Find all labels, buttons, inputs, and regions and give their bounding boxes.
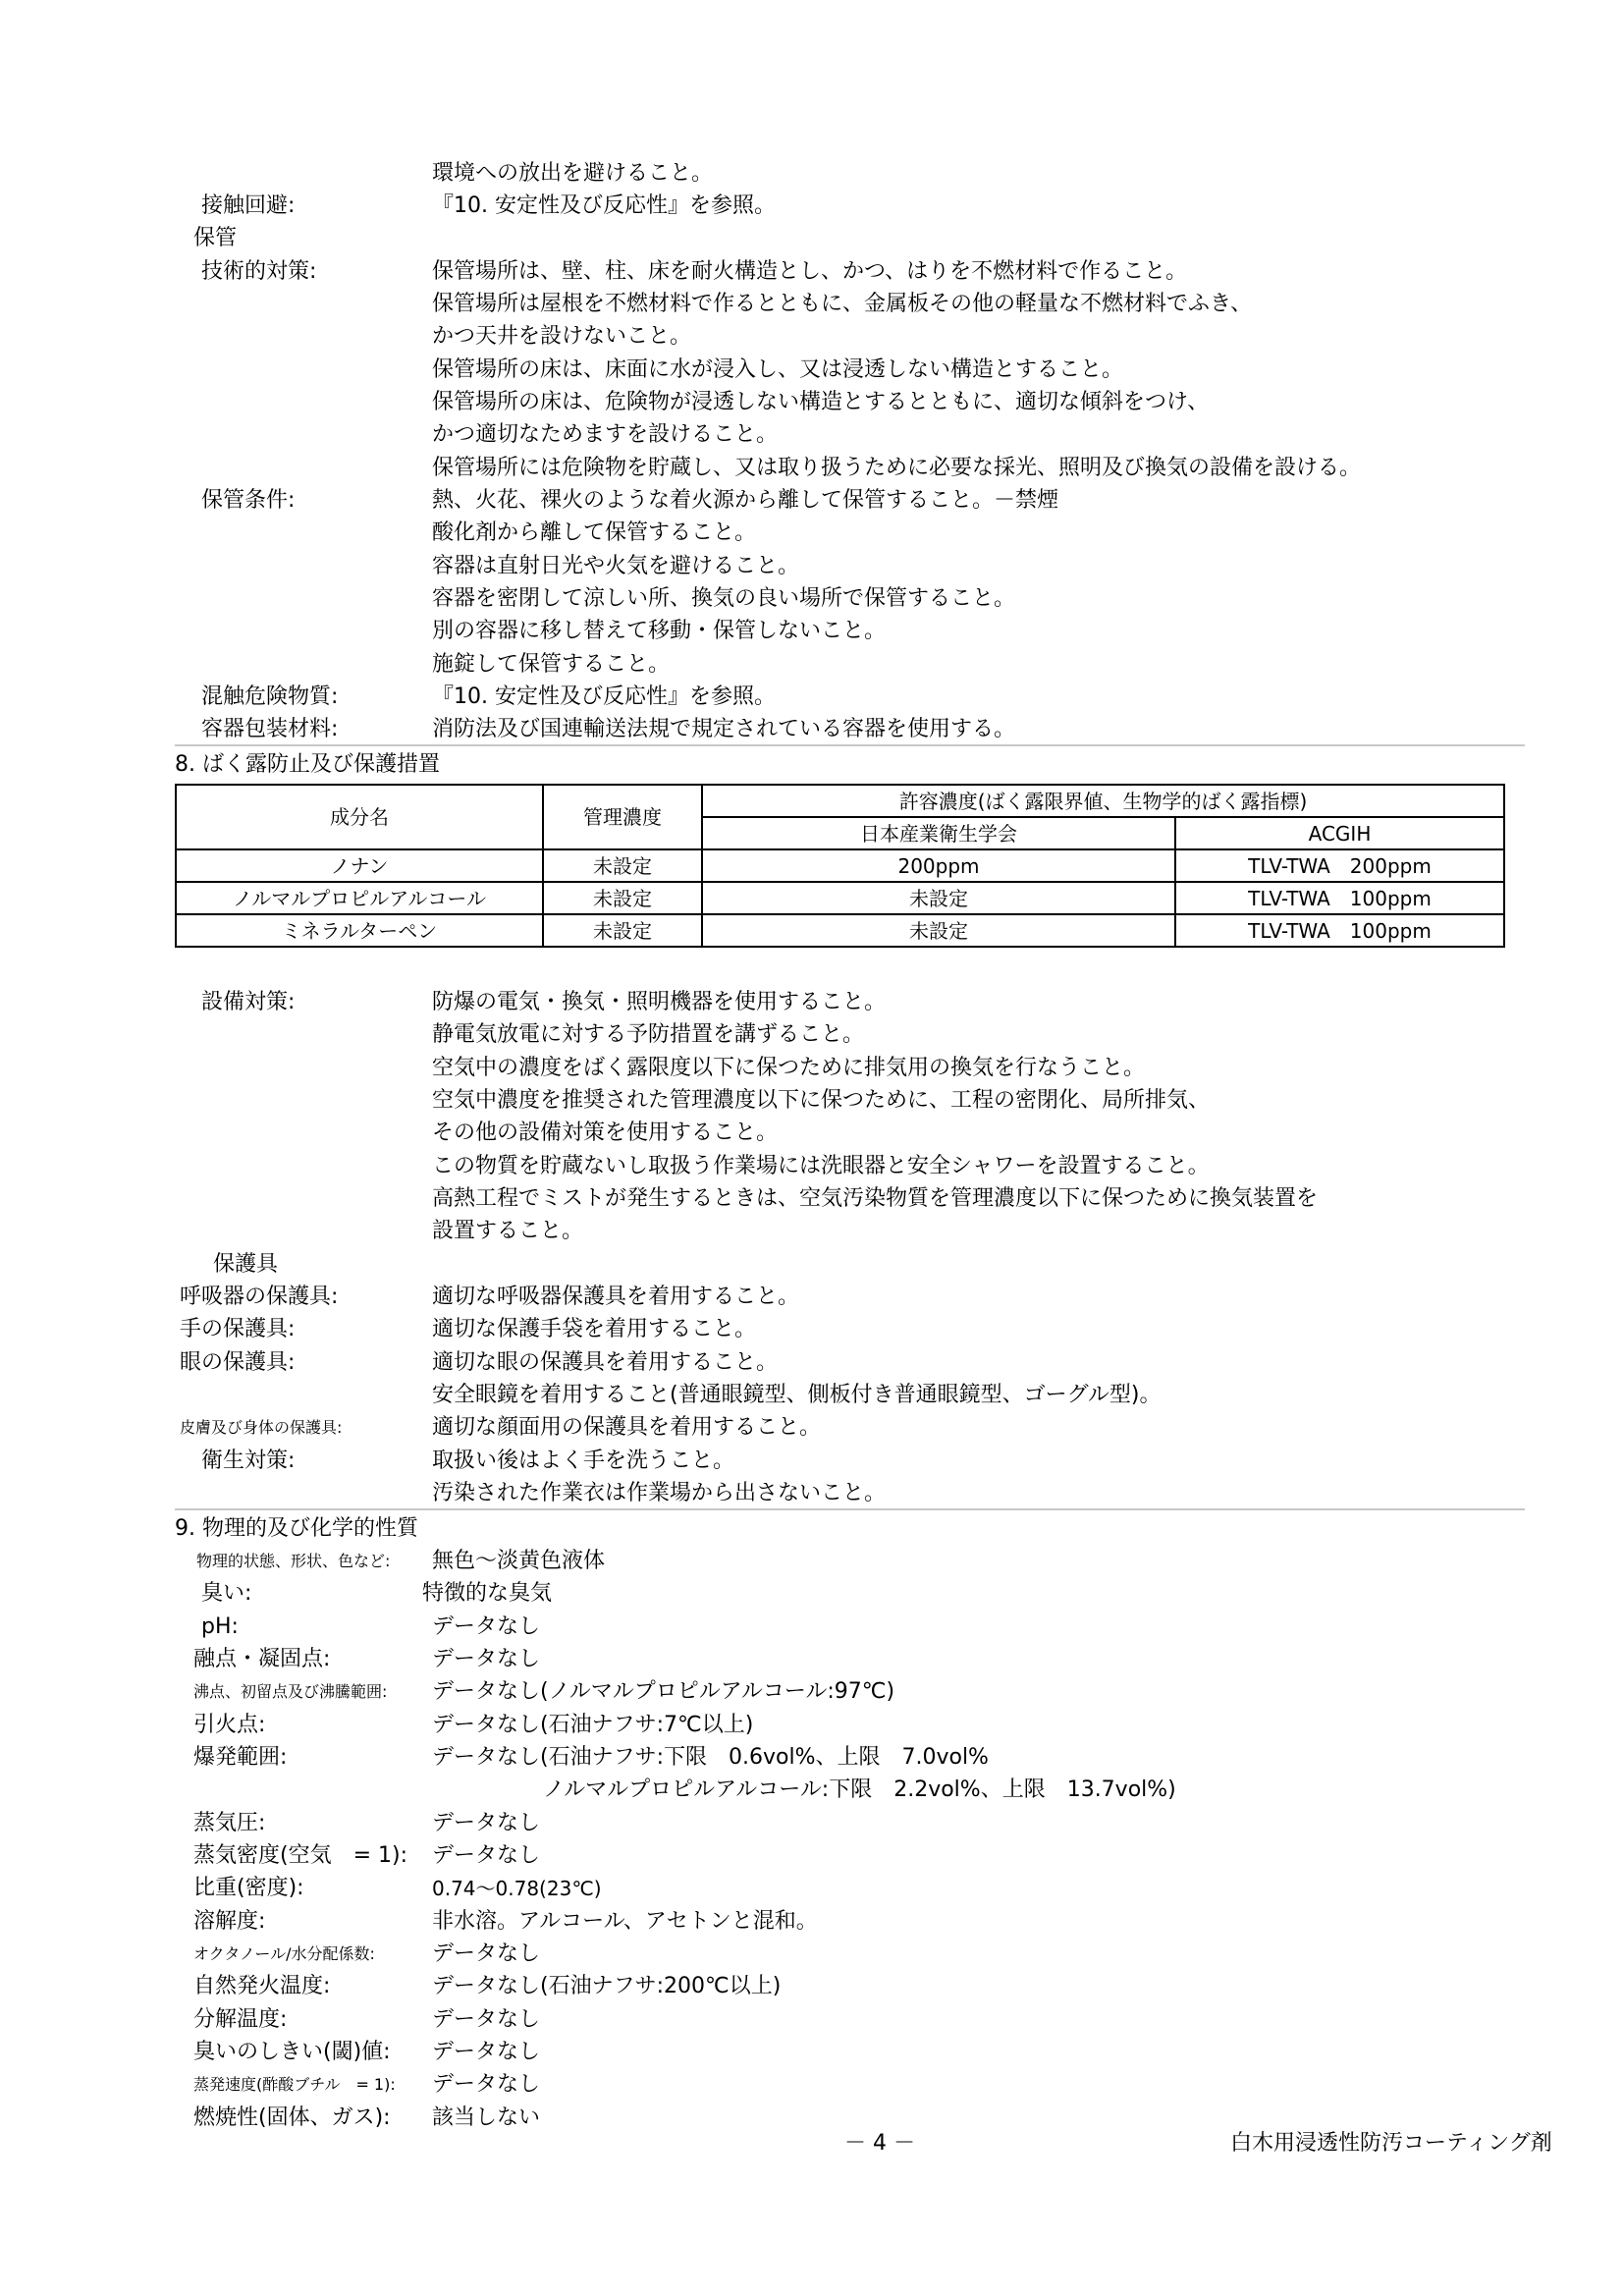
cell-name: ミネラルターペン — [176, 914, 543, 947]
property-value: 特徴的な臭気 — [422, 1581, 553, 1606]
property-label: 臭いのしきい(閾)値: — [193, 2040, 391, 2064]
cell-jsoh: 200ppm — [702, 849, 1175, 882]
equipment-line: 静電気放電に対する予防措置を講ずること。 — [432, 1022, 865, 1047]
incompatible-label: 混触危険物質: — [201, 684, 339, 709]
technical-line: 保管場所の床は、床面に水が浸入し、又は浸透しない構造とすること。 — [432, 357, 1124, 382]
table-row — [176, 849, 1504, 882]
property-label: 溶解度: — [193, 1909, 266, 1934]
packaging-label: 容器包装材料: — [201, 717, 339, 741]
property-label: 引火点: — [193, 1713, 266, 1737]
property-value: データなし(石油ナフサ:下限 0.6vol%、上限 7.0vol% — [432, 1745, 989, 1770]
header-allowable-concentration: 許容濃度(ばく露限界値、生物学的ばく露指標) — [702, 785, 1504, 817]
property-value: データなし — [432, 1647, 541, 1671]
respiratory-value: 適切な呼吸器保護具を着用すること。 — [432, 1285, 800, 1309]
hygiene-line: 取扱い後はよく手を洗うこと。 — [432, 1449, 735, 1473]
property-value: データなし — [432, 1941, 541, 1966]
ppe-heading: 保護具 — [213, 1252, 279, 1277]
conditions-label: 保管条件: — [201, 488, 296, 513]
skin-value: 適切な顔面用の保護具を着用すること。 — [432, 1415, 822, 1440]
property-label: 蒸気密度(空気 = 1): — [193, 1843, 408, 1868]
section9-title: 9. 物理的及び化学的性質 — [175, 1516, 418, 1541]
property-label: 物理的状態、形状、色など: — [196, 1552, 391, 1570]
property-value: 0.74～0.78(23℃) — [432, 1877, 602, 1900]
cell-name: ノナン — [176, 849, 543, 882]
header-component: 成分名 — [176, 785, 543, 849]
technical-line: 保管場所は屋根を不燃材料で作るとともに、金属板その他の軽量な不燃材料でふき、 — [432, 292, 1253, 316]
property-value: 該当しない — [432, 2105, 541, 2130]
technical-line: 保管場所は、壁、柱、床を耐火構造とし、かつ、はりを不燃材料で作ること。 — [432, 259, 1188, 284]
property-value: データなし — [432, 1843, 541, 1868]
hygiene-label: 衛生対策: — [201, 1449, 296, 1473]
property-value: データなし(石油ナフサ:200℃以上) — [432, 1974, 782, 1998]
technical-line: かつ天井を設けないこと。 — [432, 324, 692, 349]
contact-avoid-value: 『10. 安定性及び反応性』を参照。 — [432, 193, 776, 218]
table-row — [176, 914, 1504, 947]
property-value-continuation: ノルマルプロピルアルコール:下限 2.2vol%、上限 13.7vol%) — [543, 1777, 1176, 1802]
property-label: 蒸発速度(酢酸ブチル = 1): — [193, 2075, 396, 2094]
table-row — [176, 882, 1504, 914]
property-label: オクタノール/水分配係数: — [193, 1944, 375, 1963]
property-label: 自然発火温度: — [193, 1974, 331, 1998]
property-label: 臭い: — [201, 1581, 252, 1606]
equipment-line: 空気中の濃度をばく露限度以下に保つために排気用の換気を行なうこと。 — [432, 1056, 1146, 1080]
conditions-line: 容器を密閉して涼しい所、換気の良い場所で保管すること。 — [432, 586, 1016, 611]
eye-label: 眼の保護具: — [180, 1350, 296, 1375]
property-label: 沸点、初留点及び沸騰範囲: — [193, 1682, 388, 1701]
eye-line: 安全眼鏡を着用すること(普通眼鏡型、側板付き普通眼鏡型、ゴーグル型)。 — [432, 1383, 1162, 1407]
cell-jsoh: 未設定 — [702, 882, 1175, 914]
cell-control: 未設定 — [543, 882, 702, 914]
page-number: － 4 － — [844, 2131, 915, 2156]
property-label: 蒸気圧: — [193, 1811, 266, 1835]
equipment-line: その他の設備対策を使用すること。 — [432, 1121, 779, 1145]
section-divider — [175, 744, 1525, 746]
contact-avoid-label: 接触回避: — [201, 193, 296, 218]
storage-intro-line: 環境への放出を避けること。 — [432, 161, 714, 186]
equipment-line: 設置すること。 — [432, 1219, 584, 1243]
hand-value: 適切な保護手袋を着用すること。 — [432, 1317, 757, 1341]
cell-acgih: TLV-TWA 100ppm — [1175, 914, 1504, 947]
technical-line: 保管場所の床は、危険物が浸透しない構造とするとともに、適切な傾斜をつけ、 — [432, 390, 1210, 414]
cell-control: 未設定 — [543, 914, 702, 947]
header-control-concentration: 管理濃度 — [543, 785, 702, 849]
equipment-line: 空気中濃度を推奨された管理濃度以下に保つために、工程の密閉化、局所排気、 — [432, 1088, 1211, 1113]
property-value: データなし — [432, 2007, 541, 2032]
property-value: 非水溶。アルコール、アセトンと混和。 — [432, 1909, 818, 1934]
packaging-value: 消防法及び国連輸送法規で規定されている容器を使用する。 — [432, 717, 1016, 741]
property-label: 爆発範囲: — [193, 1745, 288, 1770]
property-value: データなし(ノルマルプロピルアルコール:97℃) — [432, 1679, 895, 1704]
product-name: 白木用浸透性防汚コーティング剤 — [1230, 2131, 1552, 2156]
property-label: 分解温度: — [193, 2007, 288, 2032]
equipment-line: 防爆の電気・換気・照明機器を使用すること。 — [432, 990, 887, 1014]
property-label: pH: — [201, 1614, 239, 1639]
incompatible-value: 『10. 安定性及び反応性』を参照。 — [432, 684, 776, 709]
conditions-line: 別の容器に移し替えて移動・保管しないこと。 — [432, 619, 887, 643]
cell-acgih: TLV-TWA 200ppm — [1175, 849, 1504, 882]
property-value: 無色～淡黄色液体 — [432, 1549, 606, 1573]
cell-control: 未設定 — [543, 849, 702, 882]
technical-label: 技術的対策: — [201, 259, 317, 284]
hand-label: 手の保護具: — [180, 1317, 296, 1341]
equipment-label: 設備対策: — [201, 990, 296, 1014]
conditions-line: 施錠して保管すること。 — [432, 652, 671, 677]
conditions-line: 熱、火花、裸火のような着火源から離して保管すること。－禁煙 — [432, 488, 1059, 513]
section8-title: 8. ばく露防止及び保護措置 — [175, 752, 440, 777]
conditions-line: 酸化剤から離して保管すること。 — [432, 520, 757, 545]
header-acgih: ACGIH — [1175, 817, 1504, 849]
storage-heading: 保管 — [193, 226, 238, 250]
property-value: データなし — [432, 1811, 541, 1835]
property-label: 比重(密度): — [193, 1876, 304, 1900]
cell-jsoh: 未設定 — [702, 914, 1175, 947]
equipment-line: 高熱工程でミストが発生するときは、空気汚染物質を管理濃度以下に保つために換気装置を — [432, 1186, 1319, 1211]
property-value: データなし — [432, 2072, 541, 2097]
exposure-limits-table — [175, 784, 1505, 948]
skin-label: 皮膚及び身体の保護具: — [180, 1418, 343, 1437]
property-label: 融点・凝固点: — [193, 1647, 331, 1671]
property-value: データなし(石油ナフサ:7℃以上) — [432, 1713, 754, 1737]
property-label: 燃焼性(固体、ガス): — [193, 2105, 391, 2130]
conditions-line: 容器は直射日光や火気を避けること。 — [432, 554, 800, 578]
respiratory-label: 呼吸器の保護具: — [180, 1285, 339, 1309]
technical-line: 保管場所には危険物を貯蔵し、又は取り扱うために必要な採光、照明及び換気の設備を設ける。 — [432, 456, 1362, 480]
header-jsoh: 日本産業衛生学会 — [702, 817, 1175, 849]
hygiene-line: 汚染された作業衣は作業場から出さないこと。 — [432, 1481, 887, 1505]
property-value: データなし — [432, 1614, 541, 1639]
technical-line: かつ適切なためますを設けること。 — [432, 422, 779, 447]
section-divider — [175, 1508, 1525, 1510]
cell-name: ノルマルプロピルアルコール — [176, 882, 543, 914]
cell-acgih: TLV-TWA 100ppm — [1175, 882, 1504, 914]
eye-line: 適切な眼の保護具を着用すること。 — [432, 1350, 779, 1375]
property-value: データなし — [432, 2040, 541, 2064]
equipment-line: この物質を貯蔵ないし取扱う作業場には洗眼器と安全シャワーを設置すること。 — [432, 1154, 1210, 1178]
